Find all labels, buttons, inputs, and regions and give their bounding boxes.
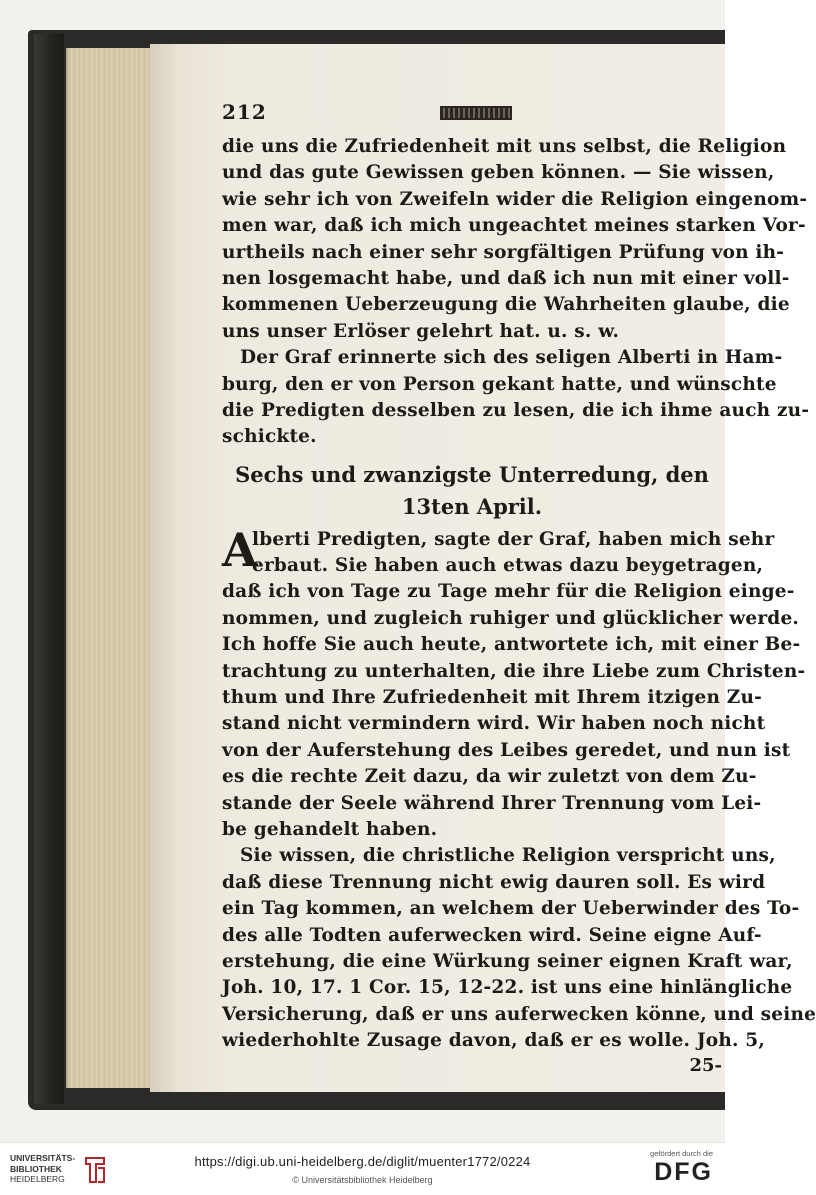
copyright-notice: © Universitätsbibliothek Heidelberg bbox=[292, 1175, 433, 1185]
text-line: daß ich von Tage zu Tage mehr für die Religion einge- bbox=[222, 581, 795, 603]
text-line: Versicherung, daß er uns auferwecken könne, und seine bbox=[222, 1003, 816, 1025]
text-line: thum und Ihre Zufriedenheit mit Ihrem itzigen Zu- bbox=[222, 687, 763, 709]
paragraph-3 bbox=[222, 522, 806, 844]
funding-note: gefördert durch die bbox=[650, 1149, 713, 1158]
text-line: stand nicht vermindern wird. Wir haben noch nicht bbox=[222, 713, 766, 735]
library-name-line: UNIVERSITÄTS- bbox=[10, 1153, 76, 1163]
paragraph-4 bbox=[222, 843, 816, 1054]
text-line: men war, daß ich mich ungeachtet meines starken Vor- bbox=[222, 215, 806, 237]
dfg-logo[interactable] bbox=[641, 1149, 713, 1191]
text-line: ein Tag kommen, an welchem der Ueberwinder des To- bbox=[222, 898, 800, 920]
text-line: Ich hoffe Sie auch heute, antwortete ich, mit einer Be- bbox=[222, 634, 801, 656]
library-name-line: BIBLIOTHEK bbox=[10, 1163, 62, 1174]
text-line: schickte. bbox=[222, 426, 317, 448]
paragraph-1 bbox=[222, 134, 808, 345]
book-spine-edge bbox=[34, 34, 64, 1104]
text-line: burg, den er von Person gekant hatte, und wünschte bbox=[222, 373, 777, 395]
text-line: wie sehr ich von Zweifeln wider die Religion eingenom- bbox=[222, 188, 808, 210]
permalink[interactable] bbox=[0, 1154, 725, 1169]
text-line: Der Graf erinnerte sich des seligen Alberti in Ham- bbox=[240, 347, 783, 369]
library-name-line: HEIDELBERG bbox=[10, 1174, 65, 1184]
text-line: urtheils nach einer sehr sorgfältigen Prüfung von ih- bbox=[222, 241, 785, 263]
catchword: 25- bbox=[689, 1054, 722, 1076]
text-line: daß diese Trennung nicht ewig dauren soll. Es wird bbox=[222, 871, 766, 893]
text-line: trachtung zu unterhalten, die ihre Liebe zum Christen- bbox=[222, 660, 806, 682]
permalink-url[interactable]: https://digi.ub.uni-heidelberg.de/diglit/muenter1772/0224 bbox=[194, 1154, 531, 1169]
text-line: es die rechte Zeit dazu, da wir zuletzt von dem Zu- bbox=[222, 766, 757, 788]
text-line: stande der Seele während Ihrer Trennung vom Lei- bbox=[222, 792, 762, 814]
viewer-footer bbox=[0, 1142, 725, 1195]
text-line: des alle Todten auferwecken wird. Seine eigne Auf- bbox=[222, 924, 762, 946]
text-line: nen losgemacht habe, und daß ich nun mit einer voll- bbox=[222, 267, 790, 289]
text-line: wiederhohlte Zusage davon, daß er es wolle. Joh. 5, bbox=[222, 1030, 765, 1052]
section-heading-date: 13ten April. bbox=[401, 493, 543, 519]
page-stack bbox=[66, 48, 162, 1088]
page-text bbox=[222, 100, 816, 1077]
text-line: lberti Predigten, sagte der Graf, haben mich sehr bbox=[252, 528, 775, 550]
text-line: kommenen Ueberzeugung die Wahrheiten glaube, die bbox=[222, 294, 790, 316]
funder-name: DFG bbox=[654, 1158, 713, 1186]
paragraph-2 bbox=[222, 345, 810, 451]
text-line: Sie wissen, die christliche Religion verspricht uns, bbox=[240, 845, 776, 867]
text-line: be gehandelt haben. bbox=[222, 818, 438, 840]
text-line: erstehung, die eine Würkung seiner eignen Kraft war, bbox=[222, 950, 793, 972]
drop-capital: A bbox=[222, 522, 258, 577]
section-heading: Sechs und zwanzigste Unterredung, den bbox=[235, 461, 709, 487]
text-line: Joh. 10, 17. 1 Cor. 15, 12-22. ist uns eine hinlängliche bbox=[222, 977, 793, 999]
text-line: und das gute Gewissen geben können. — Sie wissen, bbox=[222, 162, 775, 184]
header-ornament bbox=[440, 106, 512, 120]
text-line: die Predigten desselben zu lesen, die ich ihme auch zu- bbox=[222, 399, 810, 421]
text-line: uns unser Erlöser gelehrt hat. u. s. w. bbox=[222, 320, 620, 342]
text-line: die uns die Zufriedenheit mit uns selbst, die Religion bbox=[222, 136, 787, 157]
page-number: 212 bbox=[222, 100, 267, 124]
page-header bbox=[222, 100, 722, 134]
text-line: erbaut. Sie haben auch etwas dazu beygetragen, bbox=[252, 555, 764, 577]
text-line: nommen, und zugleich ruhiger und glücklicher werde. bbox=[222, 607, 800, 629]
text-line: von der Auferstehung des Leibes geredet, und nun ist bbox=[222, 739, 791, 761]
